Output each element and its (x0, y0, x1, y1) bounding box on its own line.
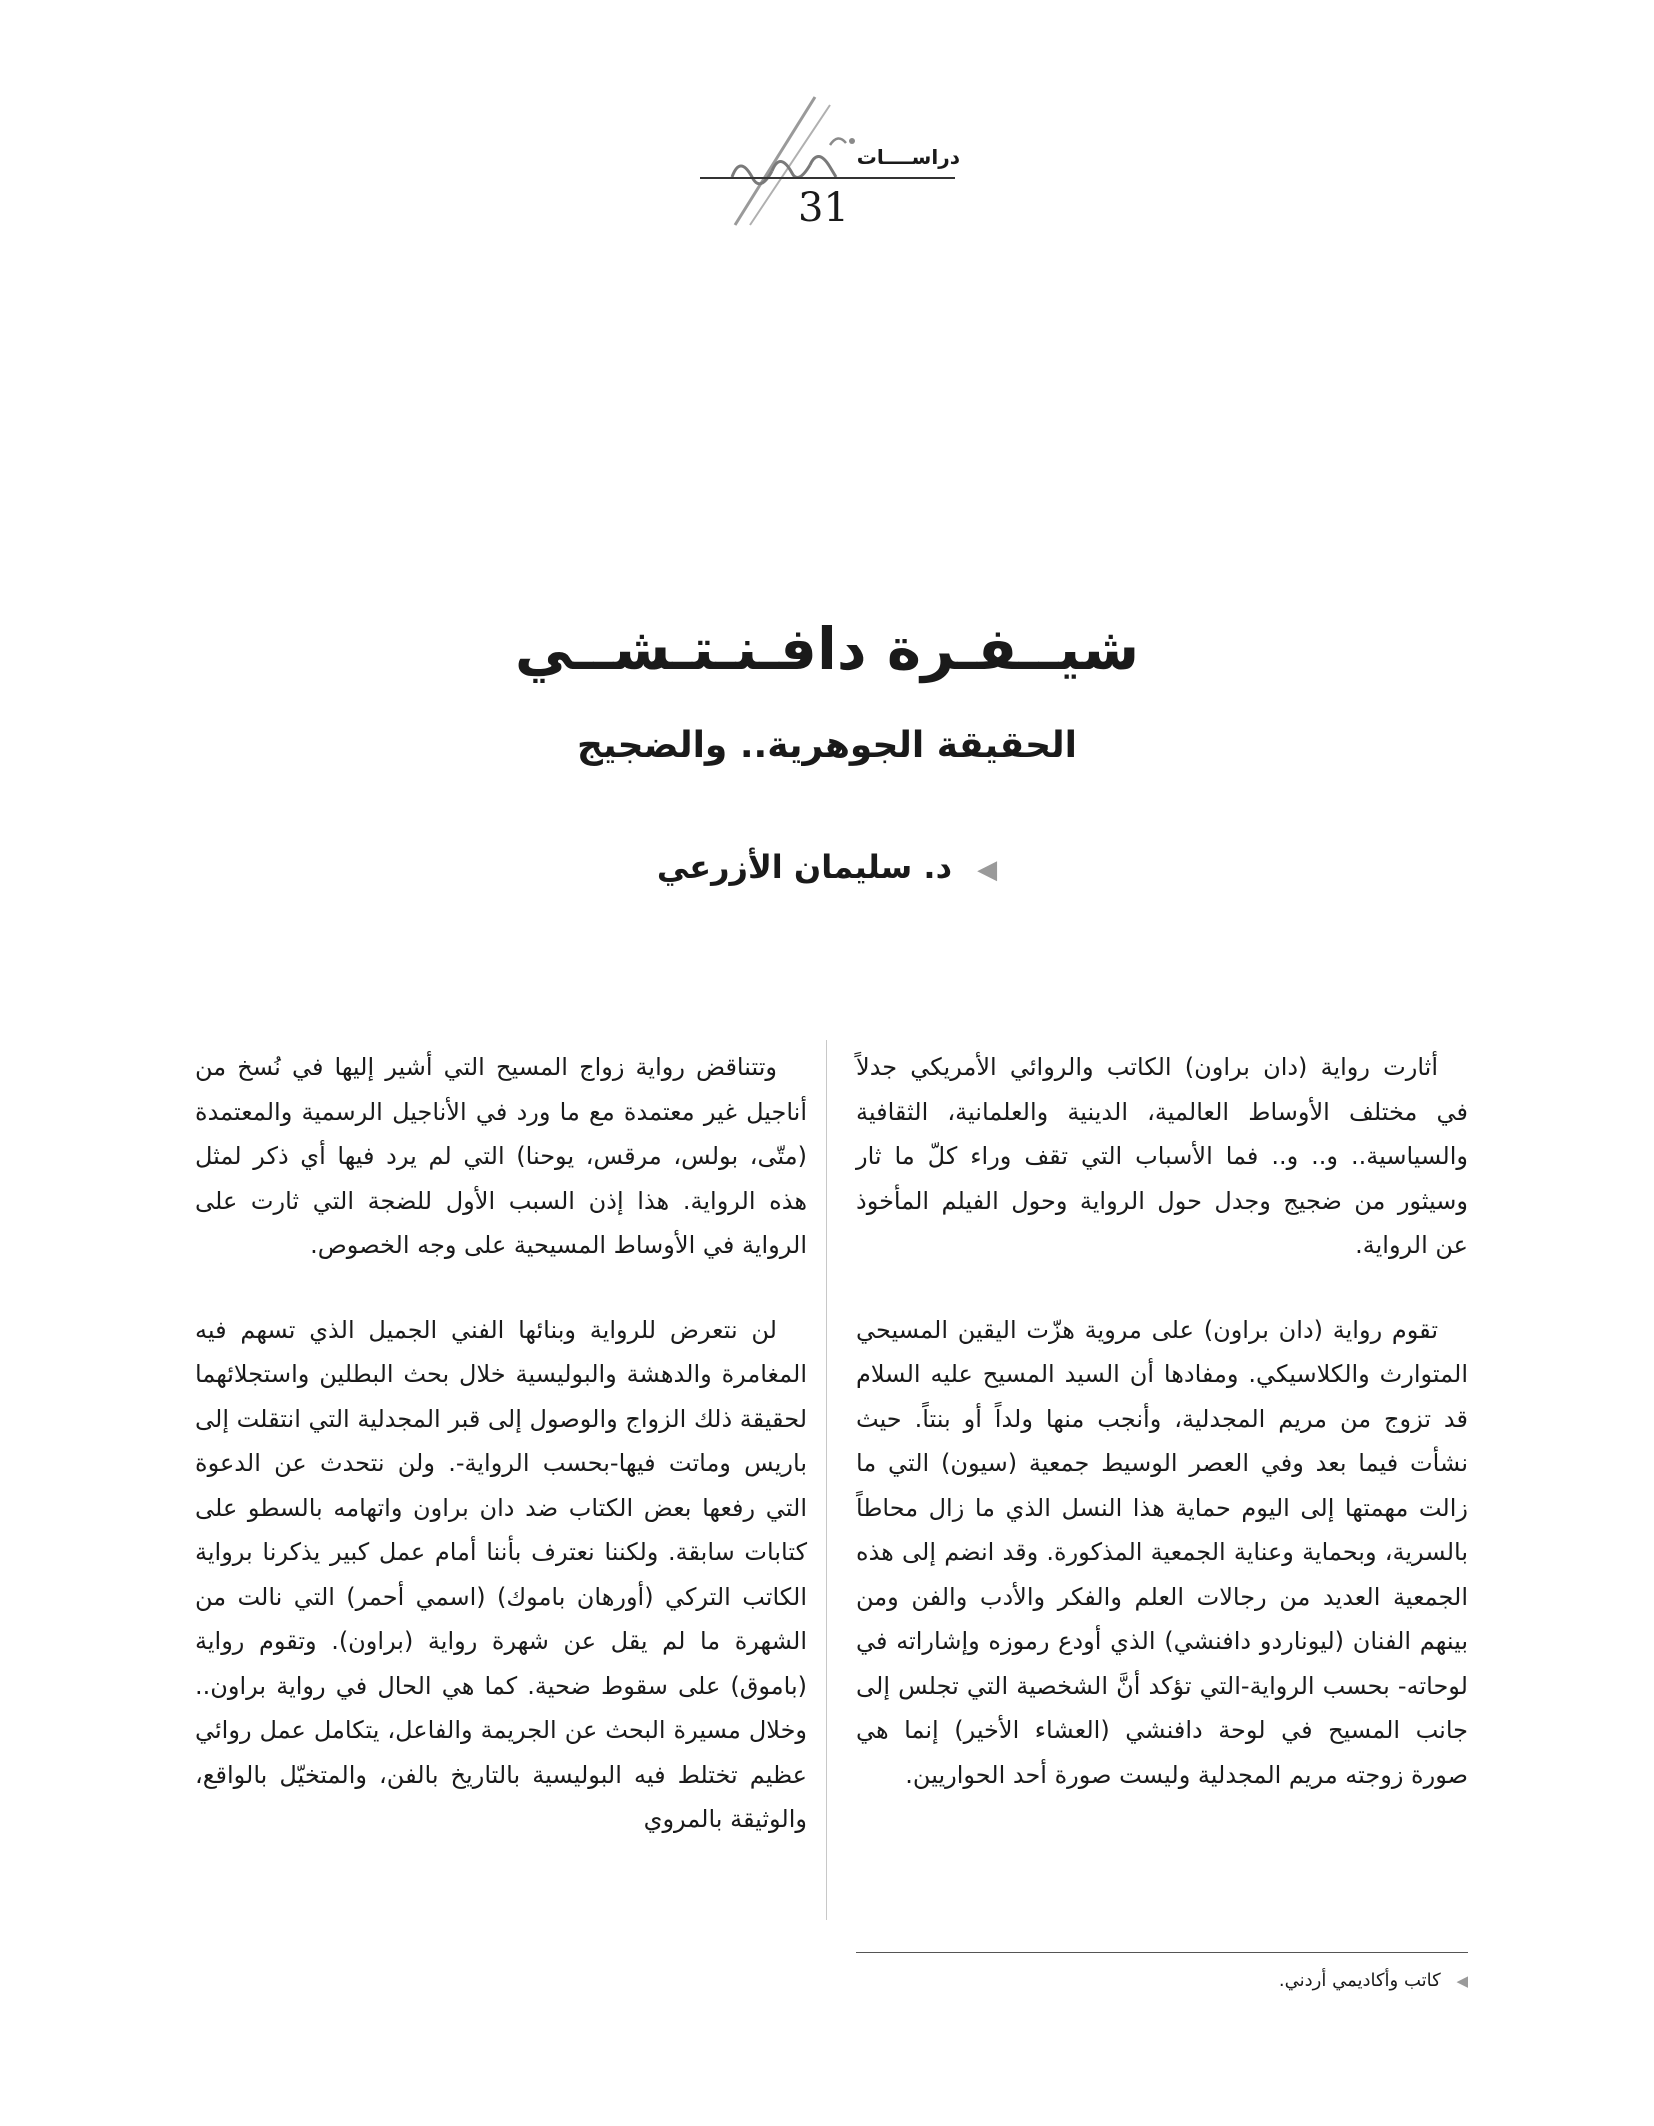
footnote-marker-icon: ◀ (1456, 1972, 1468, 1990)
column-divider (826, 1040, 827, 1920)
footnote-text: كاتب وأكاديمي أردني. (1278, 1970, 1441, 1991)
page-header (680, 85, 1000, 245)
section-label: دراســــات (856, 145, 960, 169)
paragraph: وتتناقض رواية زواج المسيح التي أشير إليها في نُسخ من أناجيل غير معتمدة مع ما ورد في الأناجيل الرسمية والمعتمدة (متّى، بولس، مرقس، يوحنا) التي لم يرد فيها أي ذكر لمثل هذه الرواية. هذا إذن السبب الأول للضجة التي ثارت على الرواية في الأوساط المسيحية على وجه الخصوص. (195, 1053, 807, 1259)
paragraph: أثارت رواية (دان براون) الكاتب والروائي الأمريكي جدلاً في مختلف الأوساط العالمية، الدينية والعلمانية، الثقافية والسياسية.. و.. و.. فما الأسباب التي تقف وراء كلّ ما ثار وسيثور من ضجيج وجدل حول الرواية وحول الفيلم المأخوذ عن الرواية. (856, 1053, 1468, 1259)
footnote-rule (856, 1952, 1468, 1953)
body-column-left (195, 1045, 807, 1882)
page-number: 31 (798, 185, 849, 231)
article-subtitle: الحقيقة الجوهرية.. والضجيج (577, 725, 1077, 766)
paragraph: تقوم رواية (دان براون) على مروية هزّت اليقين المسيحي المتوارث والكلاسيكي. ومفادها أن السيد المسيح عليه السلام قد تزوج من مريم المجدلية، وأنجب منها ولداً أو بنتاً. حيث نشأت فيما بعد وفي العصر الوسيط جمعية (سيون) التي ما زالت مهمتها إلى اليوم حماية هذا النسل الذي ما زال محاطاً بالسرية، وبحماية وعناية الجمعية المذكورة. وقد انضم إلى هذه الجمعية العديد من رجالات العلم والفكر والأدب والفن ومن بينهم الفنان (ليوناردو دافنشي) الذي أودع رموزه وإشاراته في لوحاته- بحسب الرواية-التي تؤكد أنَّ الشخصية التي تجلس إلى جانب المسيح في لوحة دافنشي (العشاء الأخير) إنما هي صورة زوجته مريم المجدلية وليست صورة أحد الحواريين. (856, 1315, 1468, 1789)
author-line (0, 848, 1654, 886)
paragraph: لن نتعرض للرواية وبنائها الفني الجميل الذي تسهم فيه المغامرة والدهشة والبوليسية خلال بحث البطلين واستجلائهما لحقيقة ذلك الزواج والوصول إلى قبر المجدلية التي انتقلت إلى باريس وماتت فيها-بحسب الرواية-. ولن نتحدث عن الدعوة التي رفعها بعض الكتاب ضد دان براون واتهامه بالسطو على كتابات سابقة. ولكننا نعترف بأننا أمام عمل كبير يذكرنا برواية الكاتب التركي (أورهان باموك) (اسمي أحمر) التي نالت من الشهرة ما لم يقل عن شهرة رواية (براون). وتقوم رواية (باموق) على سقوط ضحية. كما هي الحال في رواية براون.. وخلال مسيرة البحث عن الجريمة والفاعل، يتكامل عمل روائي عظيم تختلط فيه البوليسية بالتاريخ بالفن، والمتخيّل بالواقع، والوثيقة بالمروي (195, 1315, 807, 1833)
body-column-right (856, 1045, 1468, 1837)
header-rule (700, 177, 955, 179)
author-name: د. سليمان الأزرعي (656, 848, 952, 886)
footnote (856, 1970, 1468, 1991)
article-title: شيــفـرة دافـنـتـشــي (514, 615, 1140, 683)
author-marker-icon: ◀ (977, 855, 998, 885)
